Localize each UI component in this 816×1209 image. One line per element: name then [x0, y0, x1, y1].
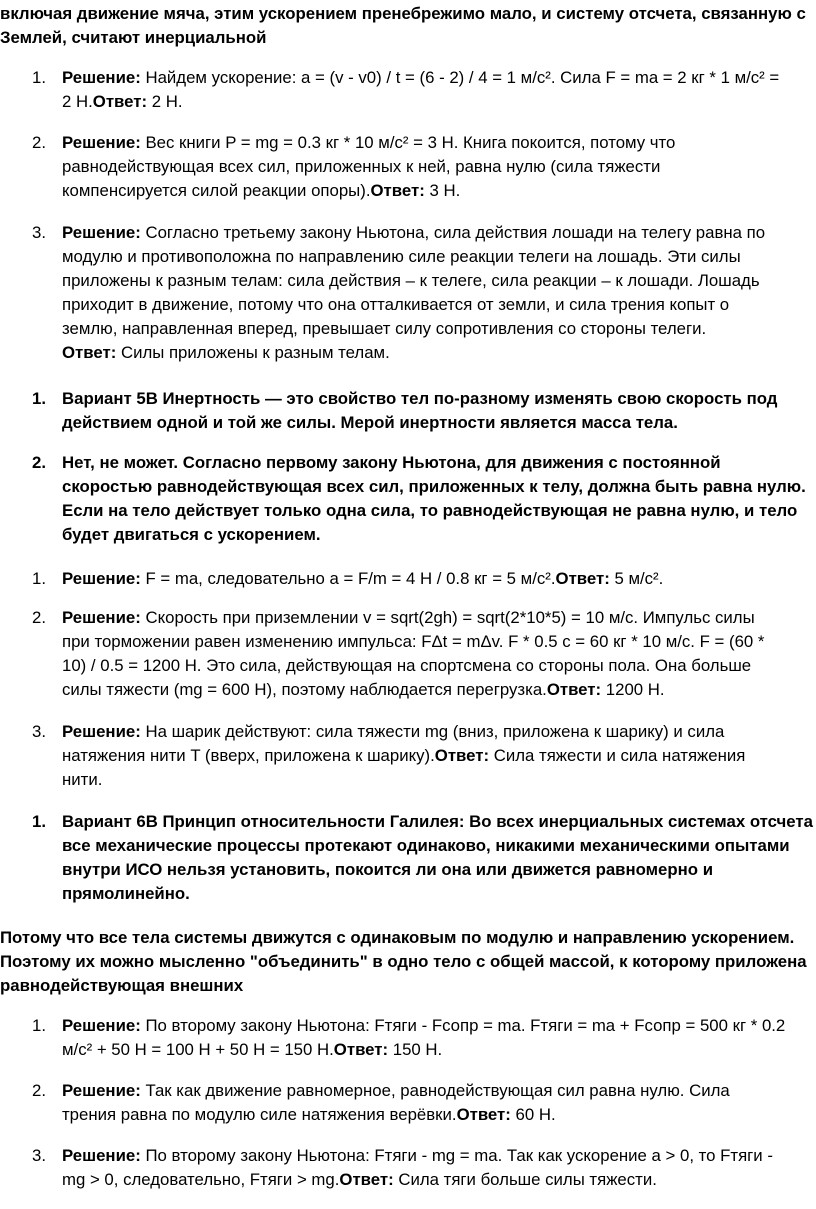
list-number: 3. [32, 1146, 46, 1165]
intro-paragraph [0, 2, 814, 50]
bold-text: Решение: [62, 133, 141, 152]
text-segment: натяжения нити T (вверх, приложена к шарику). [62, 746, 435, 765]
text-line [62, 499, 812, 523]
bold-text: Ответ: [339, 1170, 394, 1189]
text-segment: нити. [62, 770, 103, 789]
text-line [62, 882, 812, 906]
text-line [62, 1144, 812, 1168]
text-segment: м/с² + 50 Н = 100 Н + 50 Н = 150 Н. [62, 1040, 334, 1059]
text-line [62, 221, 812, 245]
bold-text: Нет, не может. Согласно первому закону Ньютона, для движения с постоянной [62, 453, 721, 472]
bold-text: Ответ: [546, 680, 602, 699]
text-line [62, 451, 812, 475]
text-line [62, 654, 812, 678]
text-segment: приложены к разным телам: сила действия – к телеге, сила реакции – к лошади. Лошадь [62, 271, 760, 290]
list-item-text [62, 221, 812, 365]
bold-text: будет двигаться с ускорением. [62, 525, 321, 544]
text-line [62, 475, 812, 499]
text-segment: приходит в движение, потому что она отталкивается от земли, и сила трения копыт о [62, 295, 730, 314]
paragraph-line: равнодействующая внешних [0, 976, 244, 995]
text-segment: На шарик действуют: сила тяжести mg (вниз, приложена к шарику) и сила [140, 722, 725, 741]
list-item-text [62, 606, 812, 702]
text-line [62, 155, 812, 179]
list-number: 2. [32, 133, 46, 152]
list-number: 1. [32, 68, 46, 87]
text-segment: Скорость при приземлении v = sqrt(2gh) = sqrt(2*10*5) = 10 м/с. Импульс силы [140, 608, 755, 627]
text-segment: 2 Н. [62, 92, 93, 111]
text-line [62, 834, 812, 858]
text-segment: силы тяжести (mg = 600 Н), поэтому наблюдается перегрузка. [62, 680, 547, 699]
bold-text: внутри ИСО нельзя установить, покоится ли она или движется равномерно и [62, 860, 714, 879]
text-segment: компенсируется силой реакции опоры). [62, 181, 371, 200]
bold-text: Ответ: [370, 181, 425, 200]
bold-text: Ответ: [62, 343, 117, 362]
text-segment: Так как движение равномерное, равнодействующая сил равна нулю. Сила [140, 1081, 730, 1100]
list-item-text [62, 567, 812, 591]
text-line [62, 1079, 812, 1103]
bold-text: все механические процессы протекают одинаково, никакими механическими опытами [62, 836, 790, 855]
text-segment: По второму закону Ньютона: Fтяги - mg = ma. Так как ускорение a > 0, то Fтяги - [140, 1146, 773, 1165]
text-segment: Согласно третьему закону Ньютона, сила действия лошади на телегу равна по [140, 223, 766, 242]
bold-text: Ответ: [92, 92, 148, 111]
text-segment: при торможении равен изменению импульса: FΔt = mΔv. F * 0.5 с = 60 кг * 10 м/с. F = (60 * [62, 632, 765, 651]
bold-text: Ответ: [456, 1105, 511, 1124]
list-item-text [62, 451, 812, 547]
bold-text: Вариант 6В Принцип относительности Галилея: Во всех инерциальных системах отсчета [62, 812, 813, 831]
bold-text: Решение: [62, 223, 141, 242]
text-segment: землю, направленная вперед, превышает силу сопротивления со стороны телеги. [62, 319, 707, 338]
bold-text: Решение: [62, 1016, 141, 1035]
bold-text: Ответ: [555, 569, 610, 588]
bold-text: Решение: [62, 569, 141, 588]
text-line [62, 179, 812, 203]
list-number: 2. [32, 453, 46, 472]
text-line [62, 90, 812, 114]
text-line [62, 1168, 812, 1192]
text-line [62, 678, 812, 702]
bold-text: Вариант 5В Инертность — это свойство тел по-разному изменять свою скорость под [62, 389, 778, 408]
list-number: 1. [32, 389, 46, 408]
list-number: 2. [32, 1081, 46, 1100]
text-line [62, 317, 812, 341]
text-line [62, 245, 812, 269]
bold-text: скоростью равнодействующая всех сил, приложенных к телу, должна быть равна нулю. [62, 477, 806, 496]
list-item-text [62, 66, 812, 114]
list-item-text [62, 131, 812, 203]
list-item-text [62, 1079, 812, 1127]
text-segment: модулю и противоположна по направлению силе реакции телеги на лошадь. Эти силы [62, 247, 741, 266]
text-line [62, 411, 812, 435]
text-line [62, 293, 812, 317]
text-segment: 3 Н. [424, 181, 461, 200]
text-line [62, 606, 812, 630]
text-line [62, 1103, 812, 1127]
text-line [62, 720, 812, 744]
text-segment: трения равна по модулю силе натяжения верёвки. [62, 1105, 457, 1124]
text-segment: Вес книги P = mg = 0.3 кг * 10 м/с² = 3 Н. Книга покоится, потому что [140, 133, 676, 152]
list-number: 1. [32, 812, 46, 831]
bold-text: Если на тело действует только одна сила, то равнодействующая не равна нулю, и тело [62, 501, 798, 520]
paragraph-line: Землей, считают инерциальной [0, 28, 267, 47]
text-segment: 60 Н. [510, 1105, 556, 1124]
text-line [62, 858, 812, 882]
list-item-text [62, 720, 812, 792]
bold-text: Решение: [62, 68, 141, 87]
bold-text: Решение: [62, 1081, 141, 1100]
text-segment: По второму закону Ньютона: Fтяги - Fсопр = ma. Fтяги = ma + Fсопр = 500 кг * 0.2 [140, 1016, 786, 1035]
bold-text: Ответ: [333, 1040, 389, 1059]
text-line [62, 131, 812, 155]
paragraph-line: Потому что все тела системы движутся с одинаковым по модулю и направлению ускорением. [0, 928, 795, 947]
text-segment: 5 м/с². [609, 569, 664, 588]
text-segment: 1200 Н. [601, 680, 665, 699]
bold-text: действием одной и той же силы. Мерой инертности является масса тела. [62, 413, 678, 432]
text-line [62, 269, 812, 293]
text-line [62, 387, 812, 411]
text-segment: F = ma, следовательно a = F/m = 4 Н / 0.8 кг = 5 м/с². [140, 569, 556, 588]
text-line [62, 768, 812, 792]
text-segment: равнодействующая всех сил, приложенных к ней, равна нулю (сила тяжести [62, 157, 661, 176]
text-line [62, 523, 812, 547]
text-segment: Найдем ускорение: a = (v - v0) / t = (6 - 2) / 4 = 1 м/с². Сила F = ma = 2 кг * 1 м/с² = [140, 68, 780, 87]
text-line [62, 1014, 812, 1038]
list-item-text [62, 1014, 812, 1062]
bold-text: Решение: [62, 608, 141, 627]
bold-text: Решение: [62, 1146, 141, 1165]
list-number: 3. [32, 722, 46, 741]
paragraph-line: включая движение мяча, этим ускорением пренебрежимо мало, и систему отсчета, связанную с [0, 4, 806, 23]
text-line [62, 66, 812, 90]
list-number: 3. [32, 223, 46, 242]
list-number: 2. [32, 608, 46, 627]
text-segment: Сила тяги больше силы тяжести. [393, 1170, 657, 1189]
text-segment: 10) / 0.5 = 1200 Н. Это сила, действующая на спортсмена со стороны пола. Она больше [62, 656, 752, 675]
list-number: 1. [32, 569, 46, 588]
bold-text: прямолинейно. [62, 884, 190, 903]
text-segment: 150 Н. [388, 1040, 443, 1059]
text-line [62, 567, 812, 591]
bold-text: Ответ: [434, 746, 490, 765]
text-line [62, 1038, 812, 1062]
text-segment: mg > 0, следовательно, Fтяги > mg. [62, 1170, 340, 1189]
explanation-paragraph [0, 926, 814, 998]
text-line [62, 630, 812, 654]
text-line [62, 341, 812, 365]
bold-text: Решение: [62, 722, 141, 741]
text-segment: Сила тяжести и сила натяжения [489, 746, 746, 765]
list-item-text [62, 1144, 812, 1192]
text-segment: 2 Н. [147, 92, 183, 111]
text-line [62, 744, 812, 768]
list-number: 1. [32, 1016, 46, 1035]
list-item-text [62, 810, 812, 906]
paragraph-line: Поэтому их можно мысленно "объединить" в одно тело с общей массой, к которому приложена [0, 952, 807, 971]
text-segment: Силы приложены к разным телам. [116, 343, 390, 362]
list-item-text [62, 387, 812, 435]
text-line [62, 810, 812, 834]
